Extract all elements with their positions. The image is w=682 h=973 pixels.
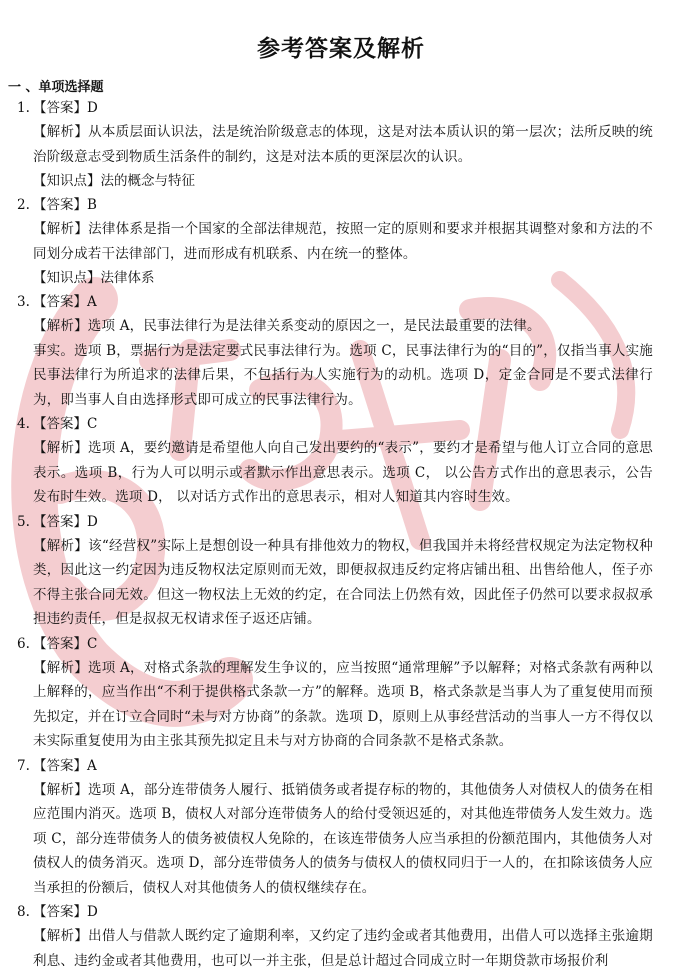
section-heading: 一 、单项选择题 xyxy=(8,80,104,95)
answer-item-8 xyxy=(0,900,682,973)
answer-item-4 xyxy=(0,412,682,510)
answer-label: 【答案】D xyxy=(33,513,98,530)
answer-item-3 xyxy=(0,290,682,412)
item-number: 6. xyxy=(17,635,30,652)
item-number: 4. xyxy=(17,416,30,432)
explanation: 【解析】选项 A，部分连带债务人履行、抵销债务或者提存标的物的，其他债务人对债权人的债务在相应范围内消灭。选项 B，债权人对部分连带债务人的给付受领迟延的，对其他连带债务人发生效力。选项 C，部分连带债务人的债务被债权人免除的，在该连带债务人应当承担的份额范围内，其他债务人对债权人的债务消灭。选项 D，部分连带债务人的债务与债权人的债权同归于一人的，在扣除该债务人应当承担的份额后，债权人对其他债务人的债权继续存在。 xyxy=(33,781,653,896)
answer-label: 【答案】D xyxy=(33,904,98,920)
answer-label: 【答案】C xyxy=(33,416,98,432)
knowledge-point: 【知识点】法律体系 xyxy=(33,270,155,286)
answer-item-1 xyxy=(0,96,682,193)
answer-label: 【答案】A xyxy=(33,757,97,774)
item-number: 8. xyxy=(17,904,30,920)
answer-label: 【答案】D xyxy=(33,100,98,116)
answer-list xyxy=(0,96,682,973)
answer-item-2 xyxy=(0,193,682,290)
explanation: 【解析】该“经营权”实际上是想创设一种具有排他效力的物权，但我国并未将经营权规定为法定物权种类，因此这一约定因为违反物权法定原则而无效，即便叔叔违反约定将店铺出租、出售给他人，侄子亦不得主张合同无效。但这一物权法上无效的约定，在合同法上仍然有效，因此侄子仍然可以要求叔叔承担违约责任，但是叔叔无权请求侄子返还店铺。 xyxy=(33,537,653,627)
item-number: 5. xyxy=(17,513,30,530)
answer-item-6 xyxy=(0,632,682,754)
page-title: 参考答案及解析 xyxy=(257,36,425,62)
explanation: 【解析】选项 A，对格式条款的理解发生争议的，应当按照“通常理解”予以解释；对格式条款有两种以上解释的，应当作出“不利于提供格式条款一方”的解释。选项 B，格式条款是当事人为了重复使用而预先拟定，并在订立合同时“未与对方协商”的条款。选项 D，原则上从事经营活动的当事人一方不得仅以未实际重复使用为由主张其预先拟定且未与对方协商的合同条款不是格式条款。 xyxy=(33,659,653,749)
answer-label: 【答案】C xyxy=(33,635,98,652)
explanation: 【解析】选项 A，民事法律行为是法律关系变动的原因之一，是民法最重要的法律。 xyxy=(33,318,541,334)
item-number: 3. xyxy=(17,294,30,310)
item-number: 2. xyxy=(17,197,30,213)
explanation: 【解析】法律体系是指一个国家的全部法律规范，按照一定的原则和要求并根据其调整对象和方法的不同划分成若干法律部门，进而形成有机联系、内在统一的整体。 xyxy=(33,221,653,262)
explanation-continued: 事实。选项 B，票据行为是法定要式民事法律行为。选项 C，民事法律行为的“目的”，仅指当事人实施民事法律行为所追求的法律后果，不包括行为人实施行为的动机。选项 D，定金合同是不要式法律行为，即当事人自由选择形式即可成立的民事法律行为。 xyxy=(33,342,653,408)
explanation: 【解析】选项 A，要约邀请是希望他人向自己发出要约的“表示”，要约才是希望与他人订立合同的意思表示。选项 B，行为人可以明示或者默示作出意思表示。选项 C， 以公告方式作出的意思表示，公告发布时生效。选项 D， 以对话方式作出的意思表示，相对人知道其内容时生效。 xyxy=(33,440,653,505)
answer-item-7 xyxy=(0,754,682,901)
item-number: 7. xyxy=(17,757,30,774)
answer-item-5 xyxy=(0,510,682,632)
answer-label: 【答案】B xyxy=(33,197,97,213)
explanation: 【解析】从本质层面认识法，法是统治阶级意志的体现，这是对法本质认识的第一层次；法所反映的统治阶级意志受到物质生活条件的制约，这是对法本质的更深层次的认识。 xyxy=(33,124,653,165)
item-number: 1. xyxy=(17,100,30,116)
explanation: 【解析】出借人与借款人既约定了逾期利率，又约定了违约金或者其他费用，出借人可以选择主张逾期利息、违约金或者其他费用，也可以一并主张，但是总计超过合同成立时一年期贷款市场报价利 xyxy=(33,928,653,969)
answer-label: 【答案】A xyxy=(33,294,97,310)
knowledge-point: 【知识点】法的概念与特征 xyxy=(33,173,195,189)
